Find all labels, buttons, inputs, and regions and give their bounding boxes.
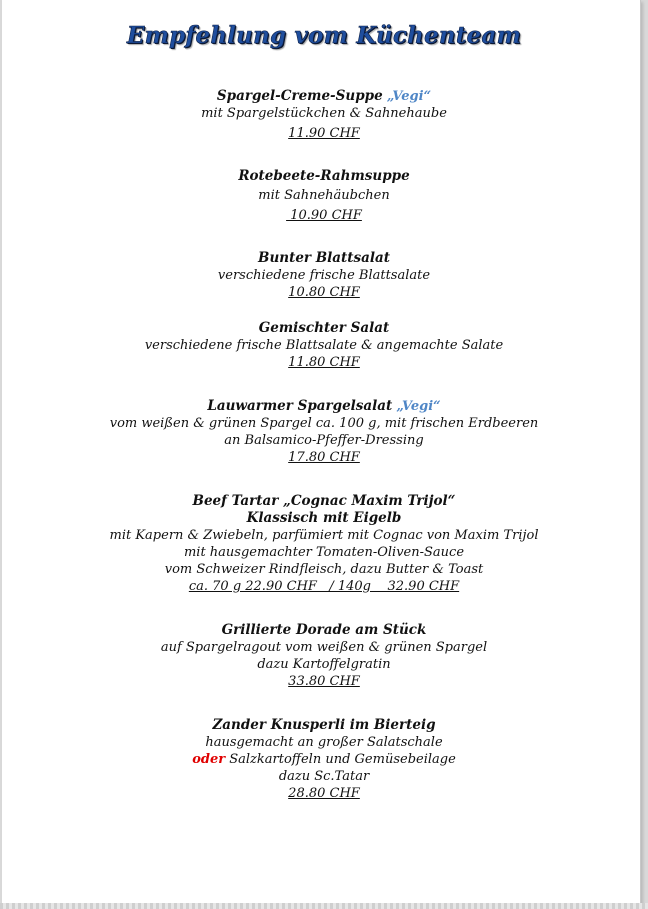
item-description: vom weißen & grünen Spargel ca. 100 g, mit frischen Erdbeeren bbox=[109, 416, 539, 431]
menu-item bbox=[0, 398, 648, 466]
item-description: verschiedene frische Blattsalate bbox=[217, 268, 431, 283]
menu-list bbox=[0, 88, 648, 802]
item-name: Gemischter Salat bbox=[258, 320, 390, 336]
oder-highlight: oder bbox=[192, 752, 226, 767]
item-description: mit Spargelstückchen & Sahnehaube bbox=[201, 106, 447, 121]
menu-item bbox=[0, 493, 648, 595]
item-description: mit Sahnehäubchen bbox=[258, 188, 390, 203]
menu-item bbox=[0, 250, 648, 301]
item-price: 10.90 CHF bbox=[286, 208, 362, 223]
item-description: hausgemacht an großer Salatschale bbox=[205, 735, 443, 750]
item-description: dazu Kartoffelgratin bbox=[257, 657, 391, 672]
page-title: Empfehlung vom Küchenteam bbox=[126, 22, 522, 49]
item-description: verschiedene frische Blattsalate & angemachte Salate bbox=[144, 338, 504, 353]
item-name: Spargel-Creme-Suppe bbox=[216, 88, 383, 104]
item-name: Bunter Blattsalat bbox=[258, 250, 390, 266]
item-name: Grillierte Dorade am Stück bbox=[221, 622, 427, 638]
item-description: auf Spargelragout vom weißen & grünen Spargel bbox=[160, 640, 488, 655]
item-name: Beef Tartar „Cognac Maxim Trijol“ bbox=[192, 493, 456, 509]
menu-item bbox=[0, 717, 648, 802]
item-price: 11.90 CHF bbox=[288, 126, 360, 141]
vegi-badge: „Vegi“ bbox=[386, 89, 432, 104]
menu-item bbox=[0, 168, 648, 224]
item-name: Rotebeete-Rahmsuppe bbox=[238, 168, 410, 184]
item-name: Zander Knusperli im Bierteig bbox=[212, 717, 436, 733]
page-shadow bbox=[0, 903, 648, 909]
item-price: 11.80 CHF bbox=[288, 355, 360, 370]
menu-item bbox=[0, 622, 648, 690]
item-name: Lauwarmer Spargelsalat bbox=[207, 398, 393, 414]
item-price: 28.80 CHF bbox=[288, 786, 360, 801]
item-price: 17.80 CHF bbox=[288, 450, 360, 465]
item-description: vom Schweizer Rindfleisch, dazu Butter & Toast bbox=[164, 562, 484, 577]
item-description: mit hausgemachter Tomaten-Oliven-Sauce bbox=[183, 545, 465, 560]
vegi-badge: „Vegi“ bbox=[396, 399, 441, 414]
item-price: ca. 70 g 22.90 CHF / 140g 32.90 CHF bbox=[188, 579, 460, 594]
menu-item bbox=[0, 88, 648, 142]
item-description: an Balsamico-Pfeffer-Dressing bbox=[224, 433, 424, 448]
item-price: 10.80 CHF bbox=[288, 285, 360, 300]
item-description: Salzkartoffeln und Gemüsebeilage bbox=[225, 752, 456, 767]
item-description: dazu Sc.Tatar bbox=[278, 769, 370, 784]
item-subtitle: Klassisch mit Eigelb bbox=[246, 510, 402, 526]
menu-item bbox=[0, 320, 648, 371]
item-price: 33.80 CHF bbox=[288, 674, 360, 689]
item-description: mit Kapern & Zwiebeln, parfümiert mit Cognac von Maxim Trijol bbox=[109, 528, 539, 543]
